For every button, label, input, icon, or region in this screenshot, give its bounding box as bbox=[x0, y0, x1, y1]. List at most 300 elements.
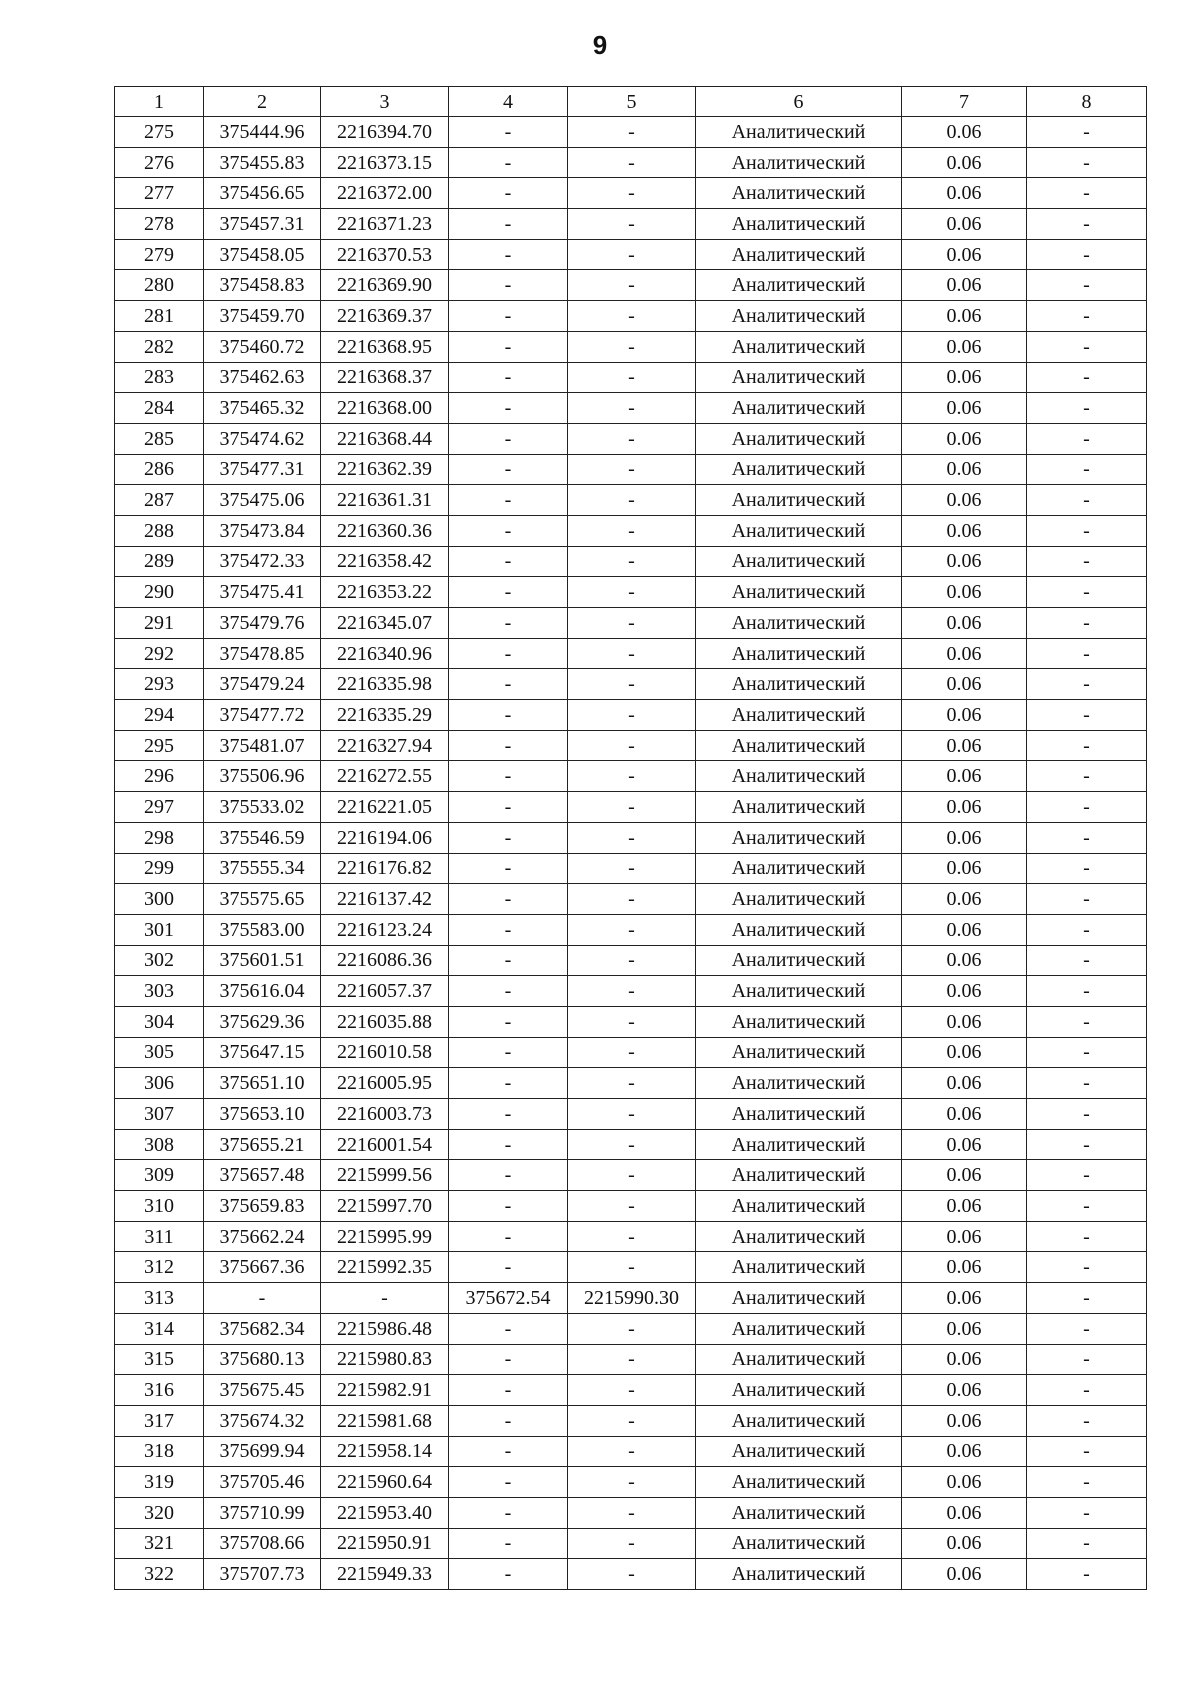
table-cell: Аналитический bbox=[696, 761, 902, 792]
table-cell: 2216340.96 bbox=[321, 638, 449, 669]
table-cell: - bbox=[1027, 239, 1147, 270]
table-cell: - bbox=[1027, 1006, 1147, 1037]
table-cell: 2216035.88 bbox=[321, 1006, 449, 1037]
table-cell: Аналитический bbox=[696, 792, 902, 823]
table-cell: Аналитический bbox=[696, 608, 902, 639]
table-cell: Аналитический bbox=[696, 454, 902, 485]
table-cell: 0.06 bbox=[902, 301, 1027, 332]
table-cell: 0.06 bbox=[902, 608, 1027, 639]
table-cell: - bbox=[449, 485, 568, 516]
table-cell: 0.06 bbox=[902, 423, 1027, 454]
table-cell: 279 bbox=[115, 239, 204, 270]
table-cell: 2216137.42 bbox=[321, 884, 449, 915]
table-cell: - bbox=[568, 700, 696, 731]
table-cell: - bbox=[1027, 1160, 1147, 1191]
table-cell: 318 bbox=[115, 1436, 204, 1467]
table-row bbox=[115, 1068, 1147, 1099]
table-cell: - bbox=[1027, 1559, 1147, 1590]
table-cell: Аналитический bbox=[696, 117, 902, 148]
table-cell: 375444.96 bbox=[204, 117, 321, 148]
table-cell: - bbox=[1027, 1528, 1147, 1559]
table-cell: 375477.72 bbox=[204, 700, 321, 731]
table-cell: - bbox=[1027, 1252, 1147, 1283]
table-cell: - bbox=[568, 546, 696, 577]
table-cell: Аналитический bbox=[696, 1160, 902, 1191]
table-row bbox=[115, 884, 1147, 915]
table-cell: 320 bbox=[115, 1497, 204, 1528]
table-cell: 310 bbox=[115, 1191, 204, 1222]
table-cell: 317 bbox=[115, 1405, 204, 1436]
table-cell: - bbox=[1027, 1221, 1147, 1252]
table-cell: Аналитический bbox=[696, 730, 902, 761]
table-cell: - bbox=[449, 209, 568, 240]
table-cell: - bbox=[449, 1375, 568, 1406]
table-cell: 0.06 bbox=[902, 1129, 1027, 1160]
table-cell: - bbox=[449, 853, 568, 884]
table-cell: Аналитический bbox=[696, 1129, 902, 1160]
table-cell: 2215982.91 bbox=[321, 1375, 449, 1406]
table-cell: 2215997.70 bbox=[321, 1191, 449, 1222]
table-cell: 375459.70 bbox=[204, 301, 321, 332]
table-cell: - bbox=[1027, 1037, 1147, 1068]
table-cell: 295 bbox=[115, 730, 204, 761]
table-cell: 2216353.22 bbox=[321, 577, 449, 608]
table-cell: 281 bbox=[115, 301, 204, 332]
table-cell: - bbox=[449, 393, 568, 424]
table-cell: 303 bbox=[115, 976, 204, 1007]
table-cell: - bbox=[568, 147, 696, 178]
table-cell: - bbox=[449, 884, 568, 915]
table-cell: 0.06 bbox=[902, 1006, 1027, 1037]
table-cell: 2216001.54 bbox=[321, 1129, 449, 1160]
table-cell: 2216005.95 bbox=[321, 1068, 449, 1099]
table-cell: 2216360.36 bbox=[321, 515, 449, 546]
table-row bbox=[115, 976, 1147, 1007]
table-row bbox=[115, 117, 1147, 148]
table-cell: - bbox=[568, 423, 696, 454]
table-row bbox=[115, 546, 1147, 577]
table-cell: 2216361.31 bbox=[321, 485, 449, 516]
table-cell: - bbox=[568, 301, 696, 332]
table-cell: - bbox=[449, 1037, 568, 1068]
table-cell: 299 bbox=[115, 853, 204, 884]
table-cell: 322 bbox=[115, 1559, 204, 1590]
table-cell: 289 bbox=[115, 546, 204, 577]
table-cell: 2215995.99 bbox=[321, 1221, 449, 1252]
table-cell: 0.06 bbox=[902, 1375, 1027, 1406]
table-row bbox=[115, 393, 1147, 424]
table-cell: 2216194.06 bbox=[321, 822, 449, 853]
table-cell: Аналитический bbox=[696, 700, 902, 731]
table-cell: - bbox=[568, 792, 696, 823]
table-cell: 2216335.98 bbox=[321, 669, 449, 700]
table-cell: - bbox=[1027, 669, 1147, 700]
table-row bbox=[115, 1313, 1147, 1344]
table-cell: - bbox=[449, 945, 568, 976]
table-cell: - bbox=[568, 638, 696, 669]
table-cell: 0.06 bbox=[902, 239, 1027, 270]
table-cell: 0.06 bbox=[902, 1099, 1027, 1130]
table-cell: 2216176.82 bbox=[321, 853, 449, 884]
table-row bbox=[115, 792, 1147, 823]
table-cell: - bbox=[449, 1344, 568, 1375]
column-header: 2 bbox=[204, 87, 321, 117]
table-cell: - bbox=[1027, 792, 1147, 823]
table-cell: 0.06 bbox=[902, 1252, 1027, 1283]
table-cell: Аналитический bbox=[696, 147, 902, 178]
table-row bbox=[115, 301, 1147, 332]
table-cell: 0.06 bbox=[902, 1037, 1027, 1068]
table-row bbox=[115, 1528, 1147, 1559]
table-cell: - bbox=[1027, 1313, 1147, 1344]
table-cell: 319 bbox=[115, 1467, 204, 1498]
table-cell: - bbox=[1027, 1497, 1147, 1528]
table-row bbox=[115, 209, 1147, 240]
table-cell: 0.06 bbox=[902, 1313, 1027, 1344]
table-cell: 0.06 bbox=[902, 1559, 1027, 1590]
table-row bbox=[115, 1375, 1147, 1406]
table-cell: - bbox=[568, 608, 696, 639]
table-cell: 375533.02 bbox=[204, 792, 321, 823]
table-cell: - bbox=[1027, 638, 1147, 669]
table-cell: - bbox=[1027, 1405, 1147, 1436]
table-cell: 375657.48 bbox=[204, 1160, 321, 1191]
table-cell: 0.06 bbox=[902, 393, 1027, 424]
table-cell: - bbox=[449, 792, 568, 823]
table-cell: - bbox=[568, 485, 696, 516]
table-cell: 278 bbox=[115, 209, 204, 240]
table-cell: Аналитический bbox=[696, 178, 902, 209]
table-cell: - bbox=[449, 1191, 568, 1222]
table-cell: 0.06 bbox=[902, 853, 1027, 884]
table-cell: 306 bbox=[115, 1068, 204, 1099]
table-row bbox=[115, 1344, 1147, 1375]
table-cell: 276 bbox=[115, 147, 204, 178]
table-cell: 313 bbox=[115, 1283, 204, 1314]
table-cell: 2216394.70 bbox=[321, 117, 449, 148]
table-cell: - bbox=[568, 1099, 696, 1130]
table-cell: - bbox=[1027, 485, 1147, 516]
table-cell: - bbox=[1027, 700, 1147, 731]
table-row bbox=[115, 1436, 1147, 1467]
table-cell: 0.06 bbox=[902, 117, 1027, 148]
table-cell: 0.06 bbox=[902, 822, 1027, 853]
table-cell: - bbox=[449, 1129, 568, 1160]
table-cell: 2216123.24 bbox=[321, 914, 449, 945]
table-cell: Аналитический bbox=[696, 362, 902, 393]
page-number: 9 bbox=[592, 30, 608, 60]
table-row bbox=[115, 1559, 1147, 1590]
table-cell: Аналитический bbox=[696, 884, 902, 915]
table-cell: - bbox=[568, 270, 696, 301]
table-row bbox=[115, 362, 1147, 393]
table-cell: - bbox=[568, 945, 696, 976]
table-cell: - bbox=[1027, 730, 1147, 761]
table-cell: - bbox=[1027, 1068, 1147, 1099]
table-cell: 2215990.30 bbox=[568, 1283, 696, 1314]
table-cell: 296 bbox=[115, 761, 204, 792]
table-cell: 2216086.36 bbox=[321, 945, 449, 976]
table-cell: 375479.24 bbox=[204, 669, 321, 700]
table-cell: Аналитический bbox=[696, 393, 902, 424]
table-cell: Аналитический bbox=[696, 577, 902, 608]
table-cell: 285 bbox=[115, 423, 204, 454]
table-row bbox=[115, 577, 1147, 608]
coordinates-table bbox=[114, 86, 1147, 1590]
table-cell: 291 bbox=[115, 608, 204, 639]
column-header: 7 bbox=[902, 87, 1027, 117]
table-cell: 0.06 bbox=[902, 577, 1027, 608]
table-cell: - bbox=[568, 914, 696, 945]
table-cell: 375667.36 bbox=[204, 1252, 321, 1283]
table-cell: - bbox=[568, 577, 696, 608]
table-cell: - bbox=[449, 270, 568, 301]
table-row bbox=[115, 1037, 1147, 1068]
table-cell: 375458.05 bbox=[204, 239, 321, 270]
table-cell: - bbox=[1027, 945, 1147, 976]
header-row bbox=[115, 87, 1147, 117]
table-cell: Аналитический bbox=[696, 1559, 902, 1590]
table-cell: 298 bbox=[115, 822, 204, 853]
table-cell: - bbox=[1027, 178, 1147, 209]
table-cell: 2216369.37 bbox=[321, 301, 449, 332]
table-cell: Аналитический bbox=[696, 239, 902, 270]
table-cell: 0.06 bbox=[902, 792, 1027, 823]
table-cell: 375653.10 bbox=[204, 1099, 321, 1130]
table-cell: - bbox=[568, 239, 696, 270]
table-cell: 375616.04 bbox=[204, 976, 321, 1007]
table-row bbox=[115, 485, 1147, 516]
table-cell: - bbox=[1027, 1191, 1147, 1222]
table-cell: - bbox=[568, 1344, 696, 1375]
table-cell: Аналитический bbox=[696, 1191, 902, 1222]
column-header: 1 bbox=[115, 87, 204, 117]
table-row bbox=[115, 178, 1147, 209]
table-row bbox=[115, 700, 1147, 731]
table-cell: 375474.62 bbox=[204, 423, 321, 454]
table-cell: 375705.46 bbox=[204, 1467, 321, 1498]
table-cell: Аналитический bbox=[696, 638, 902, 669]
table-cell: 2216371.23 bbox=[321, 209, 449, 240]
table-cell: - bbox=[1027, 1436, 1147, 1467]
table-cell: 0.06 bbox=[902, 1191, 1027, 1222]
table-cell: - bbox=[1027, 761, 1147, 792]
table-cell: 375708.66 bbox=[204, 1528, 321, 1559]
table-cell: - bbox=[449, 239, 568, 270]
table-cell: - bbox=[568, 730, 696, 761]
table-cell: 0.06 bbox=[902, 270, 1027, 301]
table-cell: 0.06 bbox=[902, 1160, 1027, 1191]
table-cell: 0.06 bbox=[902, 945, 1027, 976]
table-cell: Аналитический bbox=[696, 546, 902, 577]
table-cell: 0.06 bbox=[902, 1405, 1027, 1436]
table-cell: Аналитический bbox=[696, 485, 902, 516]
table-cell: Аналитический bbox=[696, 853, 902, 884]
table-cell: 309 bbox=[115, 1160, 204, 1191]
table-cell: 375710.99 bbox=[204, 1497, 321, 1528]
table-cell: 0.06 bbox=[902, 700, 1027, 731]
table-cell: - bbox=[449, 669, 568, 700]
table-cell: - bbox=[449, 1436, 568, 1467]
table-cell: 375462.63 bbox=[204, 362, 321, 393]
table-cell: 0.06 bbox=[902, 485, 1027, 516]
table-cell: 311 bbox=[115, 1221, 204, 1252]
table-cell: 0.06 bbox=[902, 1497, 1027, 1528]
table-cell: Аналитический bbox=[696, 1405, 902, 1436]
table-cell: 2216368.44 bbox=[321, 423, 449, 454]
table-cell: Аналитический bbox=[696, 1497, 902, 1528]
table-cell: - bbox=[449, 362, 568, 393]
table-cell: 282 bbox=[115, 331, 204, 362]
table-cell: - bbox=[568, 515, 696, 546]
table-cell: 375477.31 bbox=[204, 454, 321, 485]
table-cell: - bbox=[1027, 209, 1147, 240]
table-cell: 0.06 bbox=[902, 1528, 1027, 1559]
table-cell: 375472.33 bbox=[204, 546, 321, 577]
table-cell: 375651.10 bbox=[204, 1068, 321, 1099]
table-cell: 0.06 bbox=[902, 1344, 1027, 1375]
table-cell: 0.06 bbox=[902, 976, 1027, 1007]
table-cell: 375478.85 bbox=[204, 638, 321, 669]
table-cell: - bbox=[449, 117, 568, 148]
table-cell: - bbox=[449, 301, 568, 332]
table-cell: - bbox=[568, 822, 696, 853]
table-cell: 0.06 bbox=[902, 914, 1027, 945]
table-row bbox=[115, 515, 1147, 546]
table-cell: 2216272.55 bbox=[321, 761, 449, 792]
table-cell: - bbox=[568, 1528, 696, 1559]
table-cell: 0.06 bbox=[902, 1068, 1027, 1099]
table-cell: - bbox=[568, 117, 696, 148]
table-cell: - bbox=[1027, 914, 1147, 945]
table-cell: 375479.76 bbox=[204, 608, 321, 639]
table-cell: 286 bbox=[115, 454, 204, 485]
table-cell: Аналитический bbox=[696, 1344, 902, 1375]
table-cell: Аналитический bbox=[696, 1099, 902, 1130]
table-cell: - bbox=[568, 1559, 696, 1590]
table-cell: 290 bbox=[115, 577, 204, 608]
table-cell: 0.06 bbox=[902, 1283, 1027, 1314]
table-cell: 0.06 bbox=[902, 331, 1027, 362]
table-cell: 375659.83 bbox=[204, 1191, 321, 1222]
table-cell: - bbox=[568, 1160, 696, 1191]
table-cell: 375662.24 bbox=[204, 1221, 321, 1252]
table-cell: - bbox=[568, 1313, 696, 1344]
table-row bbox=[115, 147, 1147, 178]
table-cell: 2216368.95 bbox=[321, 331, 449, 362]
table-cell: - bbox=[568, 1129, 696, 1160]
table-cell: - bbox=[449, 1467, 568, 1498]
table-cell: Аналитический bbox=[696, 976, 902, 1007]
table-cell: - bbox=[568, 669, 696, 700]
table-cell: - bbox=[568, 1436, 696, 1467]
table-cell: 314 bbox=[115, 1313, 204, 1344]
table-cell: 375465.32 bbox=[204, 393, 321, 424]
table-cell: 0.06 bbox=[902, 884, 1027, 915]
column-header: 6 bbox=[696, 87, 902, 117]
table-cell: 0.06 bbox=[902, 730, 1027, 761]
table-cell: - bbox=[449, 730, 568, 761]
table-cell: - bbox=[449, 454, 568, 485]
table-cell: - bbox=[449, 546, 568, 577]
table-cell: 300 bbox=[115, 884, 204, 915]
table-row bbox=[115, 423, 1147, 454]
table-cell: - bbox=[321, 1283, 449, 1314]
table-cell: - bbox=[568, 1006, 696, 1037]
table-cell: Аналитический bbox=[696, 1528, 902, 1559]
table-cell: - bbox=[1027, 362, 1147, 393]
table-cell: - bbox=[1027, 884, 1147, 915]
table-cell: 316 bbox=[115, 1375, 204, 1406]
table-cell: 0.06 bbox=[902, 546, 1027, 577]
table-cell: - bbox=[449, 822, 568, 853]
table-cell: 375672.54 bbox=[449, 1283, 568, 1314]
table-cell: 2216369.90 bbox=[321, 270, 449, 301]
table-row bbox=[115, 1191, 1147, 1222]
table-row bbox=[115, 914, 1147, 945]
table-row bbox=[115, 822, 1147, 853]
table-cell: - bbox=[568, 178, 696, 209]
table-cell: 284 bbox=[115, 393, 204, 424]
table-cell: 375675.45 bbox=[204, 1375, 321, 1406]
table-cell: 375707.73 bbox=[204, 1559, 321, 1590]
table-row bbox=[115, 454, 1147, 485]
table-row bbox=[115, 730, 1147, 761]
table-cell: 294 bbox=[115, 700, 204, 731]
table-cell: Аналитический bbox=[696, 331, 902, 362]
table-cell: 2215949.33 bbox=[321, 1559, 449, 1590]
table-cell: - bbox=[1027, 853, 1147, 884]
table-cell: - bbox=[568, 393, 696, 424]
table-cell: 375458.83 bbox=[204, 270, 321, 301]
table-cell: 375473.84 bbox=[204, 515, 321, 546]
table-cell: 280 bbox=[115, 270, 204, 301]
table-cell: - bbox=[449, 608, 568, 639]
table-cell: - bbox=[1027, 1344, 1147, 1375]
column-header: 8 bbox=[1027, 87, 1147, 117]
table-cell: 2215960.64 bbox=[321, 1467, 449, 1498]
table-cell: 312 bbox=[115, 1252, 204, 1283]
table-cell: Аналитический bbox=[696, 1068, 902, 1099]
table-row bbox=[115, 945, 1147, 976]
table-cell: Аналитический bbox=[696, 1037, 902, 1068]
table-cell: 0.06 bbox=[902, 178, 1027, 209]
table-cell: - bbox=[568, 209, 696, 240]
table-cell: - bbox=[449, 1006, 568, 1037]
table-cell: 375583.00 bbox=[204, 914, 321, 945]
table-row bbox=[115, 608, 1147, 639]
table-cell: 305 bbox=[115, 1037, 204, 1068]
table-row bbox=[115, 270, 1147, 301]
table-cell: Аналитический bbox=[696, 1375, 902, 1406]
table-row bbox=[115, 1252, 1147, 1283]
table-cell: - bbox=[449, 423, 568, 454]
table-cell: - bbox=[568, 1252, 696, 1283]
table-row bbox=[115, 638, 1147, 669]
table-cell: - bbox=[449, 1252, 568, 1283]
table-cell: 0.06 bbox=[902, 669, 1027, 700]
table-cell: 0.06 bbox=[902, 147, 1027, 178]
table-cell: - bbox=[568, 362, 696, 393]
table-cell: 375460.72 bbox=[204, 331, 321, 362]
column-header: 5 bbox=[568, 87, 696, 117]
table-cell: - bbox=[1027, 822, 1147, 853]
table-cell: - bbox=[568, 454, 696, 485]
table-cell: 2216335.29 bbox=[321, 700, 449, 731]
table-cell: 293 bbox=[115, 669, 204, 700]
table-cell: 375475.41 bbox=[204, 577, 321, 608]
table-cell: 283 bbox=[115, 362, 204, 393]
